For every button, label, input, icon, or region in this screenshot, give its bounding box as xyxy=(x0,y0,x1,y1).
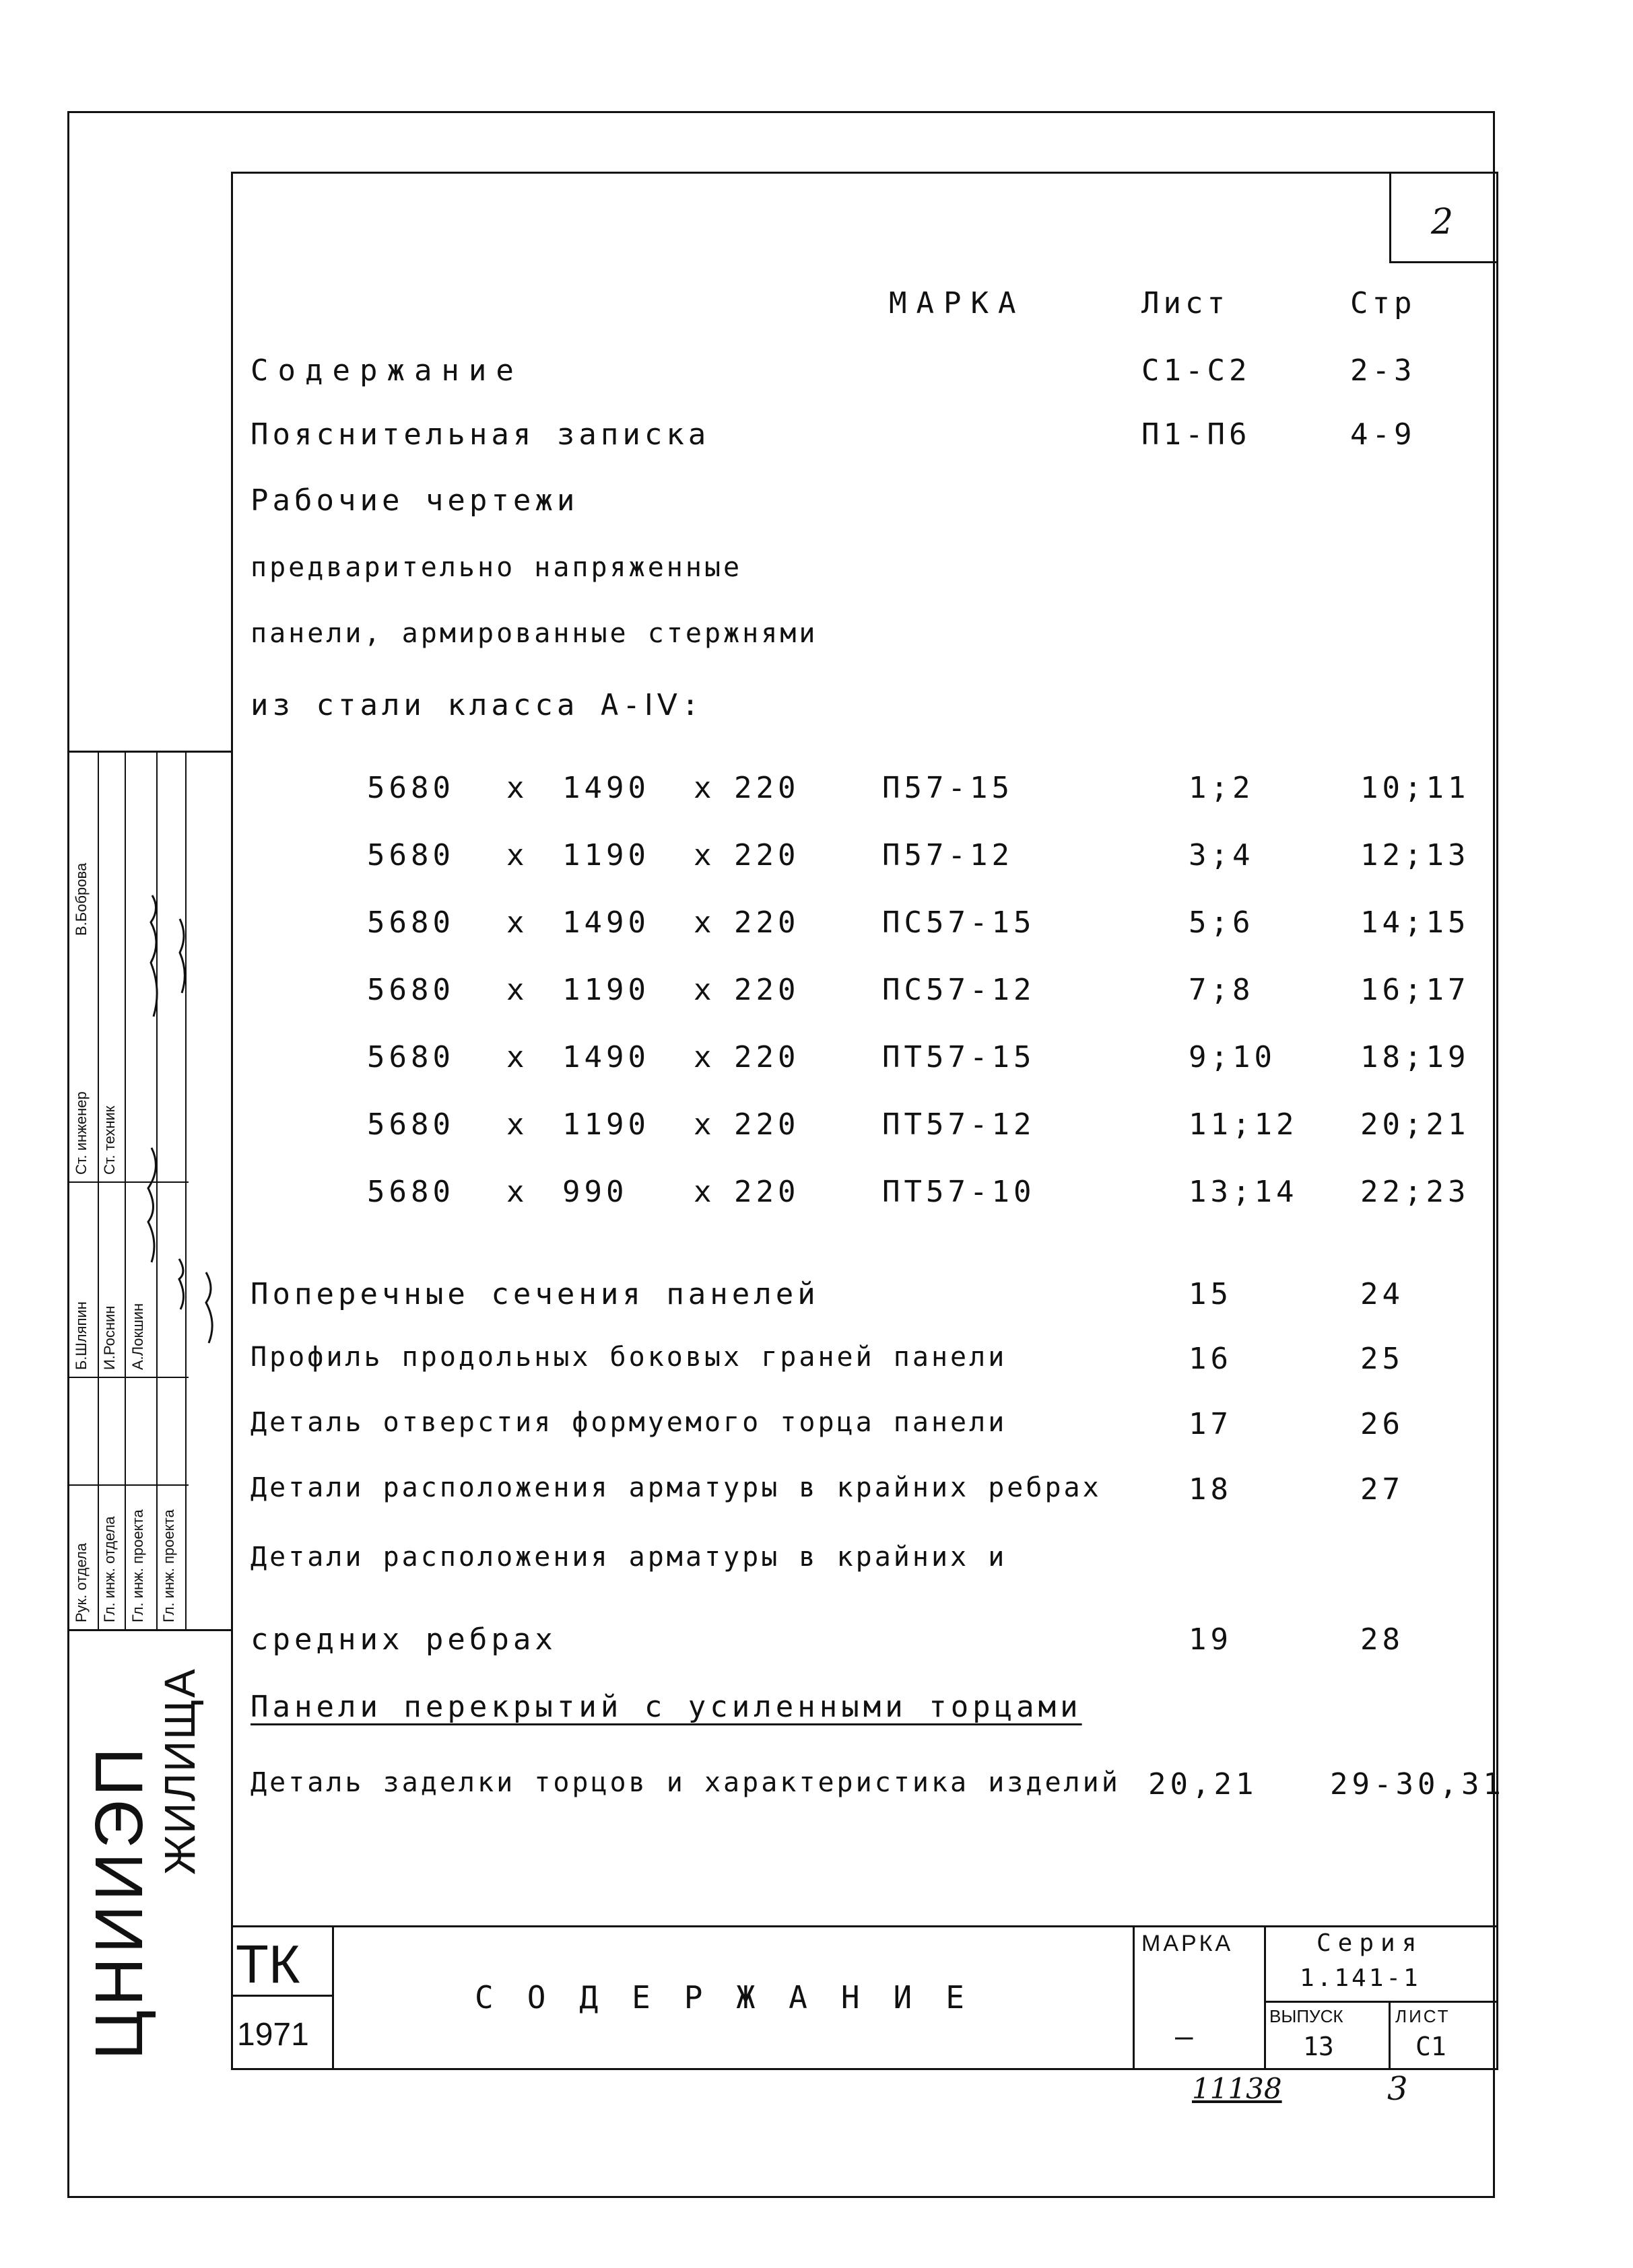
panel-width: 1190 xyxy=(562,838,650,872)
panel-sheet: 3;4 xyxy=(1189,838,1255,872)
tb-sheet-value: С1 xyxy=(1415,2032,1446,2061)
panel-sheet: 5;6 xyxy=(1189,905,1255,940)
tb-tk: ТК xyxy=(236,1934,300,1994)
stamp-org-big: ЦНИИЭП xyxy=(81,1744,157,2060)
row-explanatory-note-sheet: П1-П6 xyxy=(1141,417,1251,452)
panel-times: x xyxy=(694,905,716,940)
tb-bottom xyxy=(231,2068,1497,2070)
stamp-name: А.Локшин xyxy=(129,1303,146,1370)
sheet-corner-number: 2 xyxy=(1431,202,1454,242)
stamp-name: И.Роснин xyxy=(101,1305,118,1370)
header-sheet: Лист xyxy=(1141,286,1229,320)
detail-profile-sheet: 16 xyxy=(1189,1342,1232,1376)
tb-title: СОДЕРЖАНИЕ xyxy=(475,1979,998,2016)
panel-height: 220 xyxy=(734,1175,800,1209)
corner-box-left xyxy=(1389,172,1391,263)
panel-mark: ПТ57-12 xyxy=(882,1107,1036,1142)
panel-times: x xyxy=(506,1175,529,1209)
panel-mark: П57-15 xyxy=(882,771,1013,805)
panel-times: x xyxy=(694,1040,716,1074)
outer-frame-top xyxy=(67,111,1495,113)
tb-sheet-label: ЛИСТ xyxy=(1395,2006,1451,2026)
detail-profile: Профиль продольных боковых граней панели xyxy=(251,1342,1007,1373)
detail-opening: Деталь отверстия формуемого торца панели xyxy=(251,1407,1007,1438)
last-row-page: 29-30,31 xyxy=(1330,1767,1505,1801)
tb-series-hline xyxy=(1264,2001,1497,2003)
panel-page: 20;21 xyxy=(1360,1107,1470,1142)
row-steel-class: из стали класса А-ⅠⅤ: xyxy=(251,688,704,722)
detail-cross-sections: Поперечные сечения панелей xyxy=(251,1277,820,1311)
footer-doc-number: 11138 xyxy=(1192,2072,1282,2105)
corner-box-bottom xyxy=(1389,261,1497,263)
tb-div3 xyxy=(1264,1925,1266,2070)
header-mark: МАРКА xyxy=(889,286,1026,320)
panel-times: x xyxy=(506,1040,529,1074)
panel-width: 1190 xyxy=(562,973,650,1007)
row-contents-page: 2-3 xyxy=(1350,353,1416,388)
panel-page: 12;13 xyxy=(1360,838,1470,872)
row-contents: Содержание xyxy=(251,353,523,388)
panel-length: 5680 xyxy=(367,771,455,805)
panel-times: x xyxy=(694,771,716,805)
detail-middle-ribs-sheet: 19 xyxy=(1189,1622,1232,1657)
tb-div1 xyxy=(332,1925,334,2070)
panel-sheet: 11;12 xyxy=(1189,1107,1298,1142)
tb-year: 1971 xyxy=(237,2017,309,2053)
panel-page: 22;23 xyxy=(1360,1175,1470,1209)
panel-width: 1190 xyxy=(562,1107,650,1142)
detail-reinforcement-edge-page: 27 xyxy=(1360,1472,1404,1507)
stamp-org-sub: ЖИЛИЩА xyxy=(156,1668,204,1875)
last-row-sheet: 20,21 xyxy=(1148,1767,1258,1801)
panel-width: 1490 xyxy=(562,771,650,805)
row-explanatory-note-page: 4-9 xyxy=(1350,417,1416,452)
detail-reinforcement-edge-sheet: 18 xyxy=(1189,1472,1232,1507)
panel-length: 5680 xyxy=(367,1107,455,1142)
panel-times: x xyxy=(694,973,716,1007)
panel-times: x xyxy=(506,838,529,872)
panel-page: 16;17 xyxy=(1360,973,1470,1007)
tb-issue-div xyxy=(1389,2001,1391,2070)
tb-series-label: Серия xyxy=(1317,1929,1424,1957)
stamp-signatures xyxy=(67,751,232,1633)
detail-opening-page: 26 xyxy=(1360,1407,1404,1441)
panel-page: 10;11 xyxy=(1360,771,1470,805)
stamp-role: Гл. инж. отдела xyxy=(101,1516,118,1622)
detail-reinforcement-edge-mid: Детали расположения арматуры в крайних и xyxy=(251,1542,1007,1573)
panel-times: x xyxy=(506,905,529,940)
stamp-role: Гл. инж. проекта xyxy=(129,1509,146,1622)
panel-length: 5680 xyxy=(367,1040,455,1074)
panel-height: 220 xyxy=(734,973,800,1007)
panel-times: x xyxy=(506,771,529,805)
detail-profile-page: 25 xyxy=(1360,1342,1404,1376)
tb-issue-value: 13 xyxy=(1303,2032,1334,2061)
tb-mark-label: МАРКА xyxy=(1141,1931,1234,1956)
detail-reinforcement-edge: Детали расположения арматуры в крайних ребрах xyxy=(251,1472,1102,1503)
panel-height: 220 xyxy=(734,771,800,805)
row-prestressed: предварительно напряженные xyxy=(251,552,743,583)
panel-width: 1490 xyxy=(562,1040,650,1074)
detail-cross-sections-page: 24 xyxy=(1360,1277,1404,1311)
last-row-text: Деталь заделки торцов и характеристика изделий xyxy=(251,1767,1121,1798)
panel-length: 5680 xyxy=(367,1175,455,1209)
detail-middle-ribs-page: 28 xyxy=(1360,1622,1404,1657)
stamp-role: Гл. инж. проекта xyxy=(160,1509,177,1622)
panel-length: 5680 xyxy=(367,905,455,940)
row-working-drawings: Рабочие чертежи xyxy=(251,483,579,518)
panel-height: 220 xyxy=(734,1107,800,1142)
outer-frame-bottom xyxy=(67,2196,1495,2198)
panel-mark: ПС57-12 xyxy=(882,973,1036,1007)
tb-mark-value: — xyxy=(1175,2020,1193,2054)
panel-times: x xyxy=(694,1107,716,1142)
panel-times: x xyxy=(694,1175,716,1209)
panel-mark: ПТ57-15 xyxy=(882,1040,1036,1074)
detail-middle-ribs: средних ребрах xyxy=(251,1622,557,1657)
panel-times: x xyxy=(506,973,529,1007)
detail-cross-sections-sheet: 15 xyxy=(1189,1277,1232,1311)
header-page: Стр xyxy=(1350,286,1416,320)
tb-issue-label: ВЫПУСК xyxy=(1269,2006,1343,2026)
panel-width: 990 xyxy=(562,1175,628,1209)
panel-times: x xyxy=(506,1107,529,1142)
panel-width: 1490 xyxy=(562,905,650,940)
section-title-reinforced-ends: Панели перекрытий с усиленными торцами xyxy=(251,1690,1082,1724)
panel-sheet: 9;10 xyxy=(1189,1040,1276,1074)
row-panels-reinforced: панели, армированные стержнями xyxy=(251,618,818,649)
panel-sheet: 1;2 xyxy=(1189,771,1255,805)
stamp-name: Б.Шляпин xyxy=(73,1301,90,1370)
tb-top xyxy=(231,1925,1497,1927)
panel-sheet: 13;14 xyxy=(1189,1175,1298,1209)
panel-page: 14;15 xyxy=(1360,905,1470,940)
panel-times: x xyxy=(694,838,716,872)
panel-sheet: 7;8 xyxy=(1189,973,1255,1007)
inner-frame-top xyxy=(231,172,1497,174)
detail-opening-sheet: 17 xyxy=(1189,1407,1232,1441)
panel-page: 18;19 xyxy=(1360,1040,1470,1074)
footer-page-number: 3 xyxy=(1387,2070,1408,2108)
panel-length: 5680 xyxy=(367,838,455,872)
tb-series-value: 1.141-1 xyxy=(1300,1964,1421,1992)
tb-div2 xyxy=(1133,1925,1135,2070)
outer-frame-right xyxy=(1493,111,1495,2198)
row-explanatory-note: Пояснительная записка xyxy=(251,417,710,452)
stamp-role-2: Ст. инженер xyxy=(73,1091,90,1175)
panel-mark: П57-12 xyxy=(882,838,1013,872)
panel-mark: ПС57-15 xyxy=(882,905,1036,940)
row-contents-sheet: С1-С2 xyxy=(1141,353,1251,388)
panel-length: 5680 xyxy=(367,973,455,1007)
panel-mark: ПТ57-10 xyxy=(882,1175,1036,1209)
stamp-role-2: Ст. техник xyxy=(101,1105,118,1175)
panel-height: 220 xyxy=(734,905,800,940)
stamp-role: Рук. отдела xyxy=(73,1542,90,1622)
panel-height: 220 xyxy=(734,1040,800,1074)
panel-height: 220 xyxy=(734,838,800,872)
stamp-name-2: В.Боброва xyxy=(73,862,90,936)
